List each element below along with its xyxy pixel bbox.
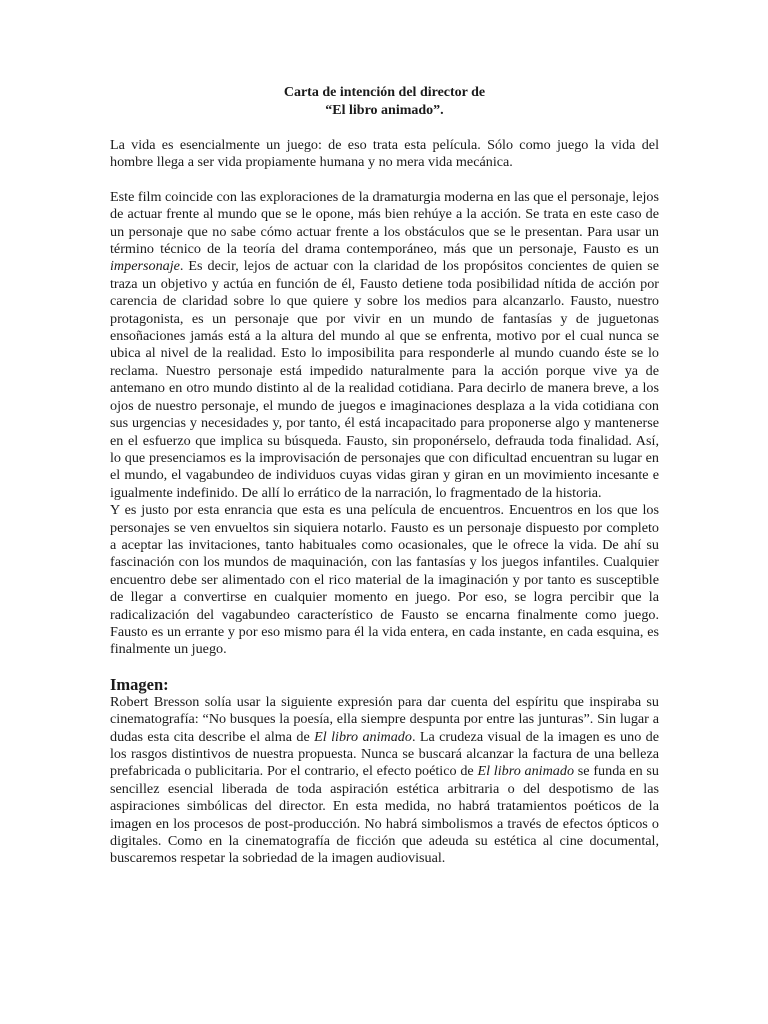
imagen-emphasis-1: El libro animado — [314, 728, 412, 745]
imagen-emphasis-2: El libro animado — [477, 763, 575, 780]
imagen-text-2: . La crudeza visual de la imagen es uno de los rasgos distintivos de nuestra propuesta. Nunca se buscará alcanzar la factura de una belleza prefabricada o publicitaria. Por el contrario, el efecto poético de — [110, 728, 660, 780]
p1-text-b: . Es decir, lejos de actuar con la claridad de los propósitos concientes de quien se traza un objetivo y actúa en función de él, Fausto detiene toda posibilidad nítida de acción por carencia de claridad sobre lo que quiere y sobre los medios para alcanzarlo. Fausto, nuestro protagonista, es un personaje que por vivir en un mundo de fantasías y de juguetonas ensoñaciones jamás está a la altura del mundo al que se enfrenta, motivo por el cual nunca se ubica al nivel de la realidad. Esto lo imposibilita para responderle al mundo cuando éste se lo reclama. Nuestro personaje está impedido naturalmente para la acción porque vive ya de antemano en otro mundo distinto al de la realidad cotidiana. Para decirlo de manera breve, a los ojos de nuestro personaje, el mundo de juegos e imaginaciones desplaza a la vida cotidiana con sus urgencias y necesidades y, por tanto, él está incapacitado para proponerse algo y mantenerse en el esfuerzo que implica su búsqueda. Fausto, sin proponérselo, defrauda toda finalidad. Así, lo que presenciamos es la improvisación de personajes que con dificultad encuentran su lugar en el mundo, el vagabundeo de individuos cuyas vidas giran y giran en un movimiento incesante e igualmente indefinido. De allí lo errático de la narración, lo fragmentado de la historia. — [110, 258, 659, 501]
p1-emphasis: impersonaje — [110, 258, 180, 275]
title-line-2: “El libro animado”. — [325, 102, 444, 118]
body-paragraph-2: Y es justo por esta enrancia que esta es una película de encuentros. Encuentros en los que los personajes se ven envueltos sin siquiera notarlo. Fausto es un personaje dispuesto por completo a aceptar las invitaciones, tanto habituales como ocasionales, que le ofrece la vida. De ahí su fascinación con los mundos de maquinación, con las fantasías y los juegos infantiles. Cualquier encuentro debe ser alimentado con el rico material de la imaginación y por tanto es susceptible de llegar a convertirse en cualquier momento en juego. Por eso, se logra percibir que la radicalización del vagabundeo característico de Fausto se encarna finalmente como juego. Fausto es un errante y por eso mismo para él la vida entera, en cada instante, en cada esquina, es finalmente un juego. — [110, 502, 659, 658]
section-heading-imagen: Imagen: — [110, 674, 169, 694]
intro-paragraph: La vida es esencialmente un juego: de eso trata esta película. Sólo como juego la vida del hombre llega a ser vida propiamente humana y no mera vida mecánica. — [110, 137, 659, 171]
title-line-1: Carta de intención del director de — [283, 85, 486, 100]
imagen-paragraph — [110, 694, 659, 868]
body-paragraph-1 — [110, 189, 659, 502]
document-page — [110, 84, 659, 868]
p1-text-a: Este film coincide con las exploraciones de la dramaturgia moderna en las que el personaje, lejos de actuar frente al mundo que se le opone, más bien rehúye a la acción. Se trata en este caso de un personaje que no sabe cómo actuar frente a los obstáculos que se le presentan. Para usar un término técnico de la teoría del drama contemporáneo, más que un personaje, Fausto es un — [110, 188, 659, 258]
imagen-text-1: Robert Bresson solía usar la siguiente expresión para dar cuenta del espíritu que inspiraba su cinematografía: “No busques la poesía, ella siempre despunta por entre las junturas”. Sin lugar a dudas esta cita describe el alma de — [110, 693, 659, 745]
imagen-text-3: se funda en su sencillez esencial liberada de toda aspiración estética arbitraria o del despotismo de las aspiraciones simbólicas del director. En esta medida, no habrá tratamientos poéticos de la imagen en los procesos de post-producción. No habrá simbolismos a través de efectos ópticos o digitales. Como en la cinematografía de ficción que adeuda su estética al cine documental, buscaremos respetar la sobriedad de la imagen audiovisual. — [110, 763, 659, 867]
document-title — [110, 84, 659, 119]
